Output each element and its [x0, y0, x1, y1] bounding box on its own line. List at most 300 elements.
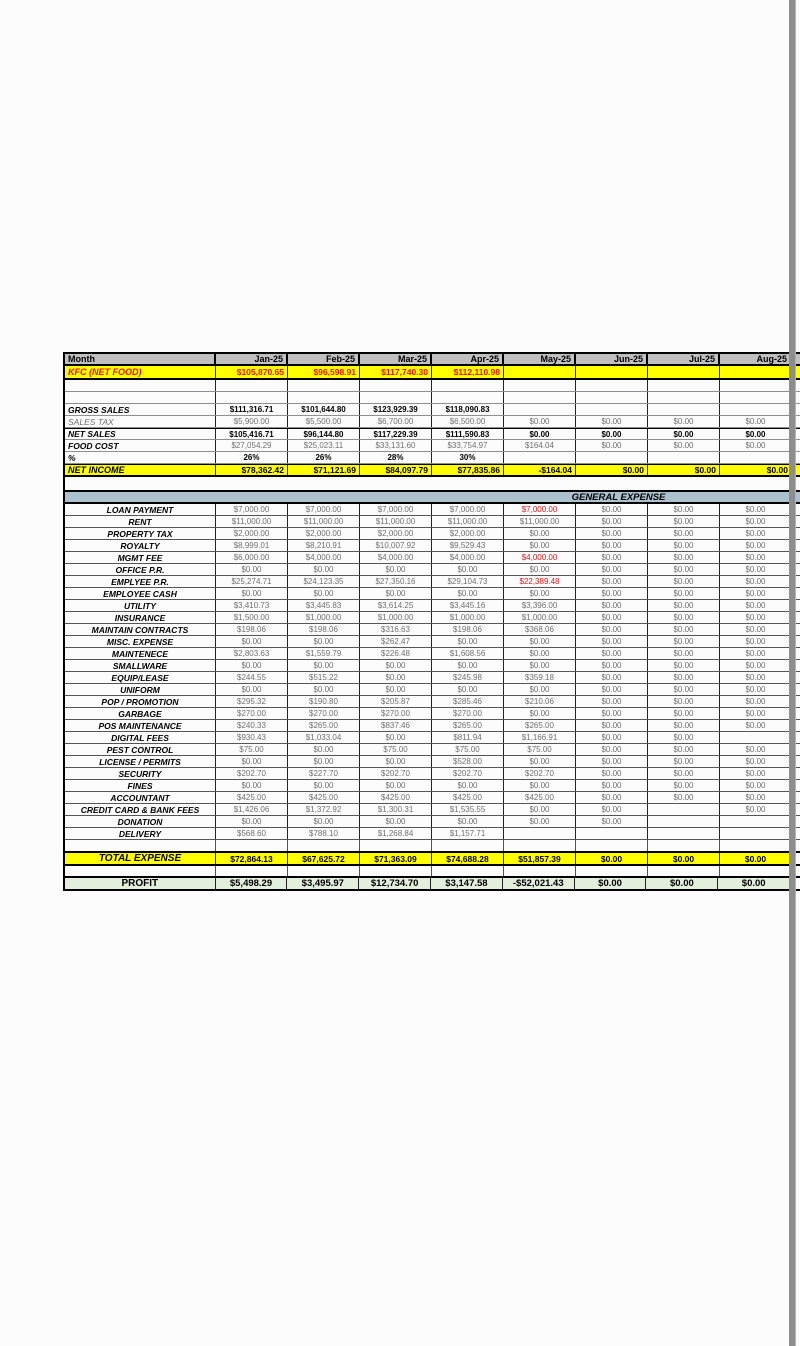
- expense-row-value[interactable]: $0.00: [360, 672, 432, 683]
- expense-row-value[interactable]: $0.00: [720, 780, 792, 791]
- expense-row-label[interactable]: RENT: [65, 516, 216, 527]
- blank-row-value[interactable]: [360, 392, 432, 403]
- blank-row-value[interactable]: [720, 392, 792, 403]
- net-income-row-value[interactable]: $77,835.86: [432, 465, 504, 475]
- summary-row-value[interactable]: $0.00: [648, 440, 720, 451]
- expense-row-value[interactable]: $0.00: [504, 708, 576, 719]
- expense-row-label[interactable]: DIGITAL FEES: [65, 732, 216, 743]
- blank-row-value[interactable]: [576, 392, 648, 403]
- summary-row-label[interactable]: SALES TAX: [65, 416, 216, 427]
- kfc-net-food-row-value[interactable]: [720, 366, 792, 378]
- expense-row-value[interactable]: $295.32: [216, 696, 288, 707]
- expense-row-value[interactable]: $0.00: [720, 660, 792, 671]
- summary-row-value[interactable]: 28%: [360, 452, 432, 463]
- summary-row-label[interactable]: GROSS SALES: [65, 404, 216, 415]
- net-income-row-value[interactable]: $0.00: [720, 465, 792, 475]
- expense-row-value[interactable]: $0.00: [648, 684, 720, 695]
- expense-row-value[interactable]: [720, 732, 792, 743]
- month-header[interactable]: May-25: [504, 354, 576, 364]
- expense-row-value[interactable]: $1,535.55: [432, 804, 504, 815]
- expense-row-value[interactable]: $0.00: [216, 684, 288, 695]
- blank-row-value[interactable]: [720, 840, 792, 851]
- expense-row-value[interactable]: $75.00: [360, 744, 432, 755]
- expense-row-value[interactable]: $0.00: [504, 756, 576, 767]
- expense-row-value[interactable]: $9,529.43: [432, 540, 504, 551]
- kfc-net-food-row-value[interactable]: [648, 366, 720, 378]
- summary-row-value[interactable]: $117,229.39: [360, 429, 432, 439]
- expense-row-label[interactable]: MGMT FEE: [65, 552, 216, 563]
- expense-row-value[interactable]: $0.00: [216, 588, 288, 599]
- expense-row-value[interactable]: $270.00: [360, 708, 432, 719]
- expense-row-label[interactable]: DONATION: [65, 816, 216, 827]
- expense-row-label[interactable]: UTILITY: [65, 600, 216, 611]
- expense-row-label[interactable]: DELIVERY: [65, 828, 216, 839]
- expense-row-value[interactable]: $0.00: [576, 684, 648, 695]
- expense-row-value[interactable]: $0.00: [648, 744, 720, 755]
- blank-row-value[interactable]: [216, 866, 288, 876]
- blank-row-label[interactable]: [65, 392, 216, 403]
- expense-row-value[interactable]: $198.06: [216, 624, 288, 635]
- expense-row-value[interactable]: $0.00: [648, 552, 720, 563]
- expense-row-value[interactable]: $0.00: [216, 816, 288, 827]
- kfc-net-food-row-value[interactable]: [504, 366, 576, 378]
- expense-row-value[interactable]: $0.00: [648, 696, 720, 707]
- expense-row-value[interactable]: $11,000.00: [504, 516, 576, 527]
- expense-row-value[interactable]: $0.00: [504, 636, 576, 647]
- expense-row-value[interactable]: $2,000.00: [288, 528, 360, 539]
- expense-row-value[interactable]: $0.00: [576, 516, 648, 527]
- summary-row-value[interactable]: $6,500.00: [432, 416, 504, 427]
- expense-row-value[interactable]: $0.00: [720, 624, 792, 635]
- expense-row-label[interactable]: CREDIT CARD & BANK FEES: [65, 804, 216, 815]
- expense-row-value[interactable]: $0.00: [720, 648, 792, 659]
- expense-row-value[interactable]: $0.00: [432, 684, 504, 695]
- expense-row-value[interactable]: $11,000.00: [360, 516, 432, 527]
- expense-row-value[interactable]: $0.00: [576, 528, 648, 539]
- expense-row-value[interactable]: $0.00: [720, 504, 792, 515]
- expense-row-value[interactable]: $0.00: [216, 564, 288, 575]
- summary-row-value[interactable]: [504, 404, 576, 415]
- expense-row-value[interactable]: $0.00: [720, 588, 792, 599]
- summary-row-label[interactable]: NET SALES: [65, 429, 216, 439]
- expense-row-value[interactable]: $0.00: [360, 588, 432, 599]
- expense-row-value[interactable]: $0.00: [288, 780, 360, 791]
- kfc-net-food-row-value[interactable]: $117,740.30: [360, 366, 432, 378]
- summary-row-value[interactable]: $0.00: [504, 429, 576, 439]
- expense-row-value[interactable]: $2,803.63: [216, 648, 288, 659]
- total-expense-row-value[interactable]: $72,864.13: [216, 853, 288, 864]
- expense-row-value[interactable]: $0.00: [720, 672, 792, 683]
- expense-row-value[interactable]: $359.18: [504, 672, 576, 683]
- expense-row-value[interactable]: $0.00: [576, 552, 648, 563]
- expense-row-value[interactable]: $0.00: [288, 660, 360, 671]
- profit-row-label[interactable]: PROFIT: [65, 878, 216, 889]
- expense-row-value[interactable]: $8,210.91: [288, 540, 360, 551]
- expense-row-value[interactable]: $1,157.71: [432, 828, 504, 839]
- expense-row-value[interactable]: $0.00: [432, 660, 504, 671]
- expense-row-value[interactable]: $0.00: [576, 792, 648, 803]
- expense-row-value[interactable]: $0.00: [720, 792, 792, 803]
- blank-row-value[interactable]: [432, 866, 504, 876]
- blank-row-value[interactable]: [432, 392, 504, 403]
- expense-row-value[interactable]: $262.47: [360, 636, 432, 647]
- blank-row-value[interactable]: [288, 866, 360, 876]
- expense-row-value[interactable]: $27,350.16: [360, 576, 432, 587]
- summary-row-value[interactable]: $0.00: [720, 429, 792, 439]
- expense-row-value[interactable]: $7,000.00: [360, 504, 432, 515]
- expense-row-value[interactable]: $6,000.00: [216, 552, 288, 563]
- expense-row-value[interactable]: $0.00: [720, 636, 792, 647]
- blank-row-value[interactable]: [648, 866, 720, 876]
- expense-row-value[interactable]: $0.00: [648, 708, 720, 719]
- expense-row-label[interactable]: OFFICE P.R.: [65, 564, 216, 575]
- summary-row-value[interactable]: $0.00: [576, 429, 648, 439]
- expense-row-value[interactable]: $11,000.00: [216, 516, 288, 527]
- blank-row-value[interactable]: [504, 840, 576, 851]
- blank-row-label[interactable]: [65, 380, 216, 391]
- expense-row-value[interactable]: $0.00: [576, 504, 648, 515]
- expense-row-value[interactable]: $0.00: [576, 720, 648, 731]
- expense-row-value[interactable]: $10,007.92: [360, 540, 432, 551]
- expense-row-value[interactable]: $3,445.83: [288, 600, 360, 611]
- expense-row-value[interactable]: $210.06: [504, 696, 576, 707]
- expense-row-value[interactable]: $0.00: [360, 660, 432, 671]
- summary-row-value[interactable]: $118,090.83: [432, 404, 504, 415]
- expense-row-value[interactable]: $811.94: [432, 732, 504, 743]
- month-header[interactable]: Jun-25: [576, 354, 648, 364]
- summary-row-value[interactable]: $0.00: [576, 416, 648, 427]
- summary-row-value[interactable]: $0.00: [648, 429, 720, 439]
- expense-row-value[interactable]: $0.00: [576, 600, 648, 611]
- summary-row-value[interactable]: $0.00: [576, 440, 648, 451]
- expense-row-value[interactable]: $205.87: [360, 696, 432, 707]
- expense-row-value[interactable]: $1,000.00: [504, 612, 576, 623]
- summary-row-value[interactable]: $123,929.39: [360, 404, 432, 415]
- summary-row-value[interactable]: 30%: [432, 452, 504, 463]
- expense-row-value[interactable]: $270.00: [216, 708, 288, 719]
- summary-row-value[interactable]: [576, 452, 648, 463]
- expense-row-value[interactable]: $202.70: [216, 768, 288, 779]
- profit-row-value[interactable]: $5,498.29: [216, 878, 288, 889]
- net-income-row-value[interactable]: -$164.04: [504, 465, 576, 475]
- profit-row-value[interactable]: -$52,021.43: [503, 878, 575, 889]
- expense-row-value[interactable]: $0.00: [576, 672, 648, 683]
- profit-row-value[interactable]: $0.00: [718, 878, 790, 889]
- expense-row-label[interactable]: FINES: [65, 780, 216, 791]
- expense-row-value[interactable]: $0.00: [288, 816, 360, 827]
- blank-row-value[interactable]: [432, 840, 504, 851]
- expense-row-value[interactable]: $0.00: [720, 768, 792, 779]
- expense-row-value[interactable]: $270.00: [432, 708, 504, 719]
- blank-row-value[interactable]: [648, 840, 720, 851]
- expense-row-value[interactable]: $24,123.35: [288, 576, 360, 587]
- expense-row-value[interactable]: $202.70: [432, 768, 504, 779]
- total-expense-row-value[interactable]: $67,625.72: [288, 853, 360, 864]
- expense-row-value[interactable]: $7,000.00: [432, 504, 504, 515]
- expense-row-value[interactable]: $4,000.00: [288, 552, 360, 563]
- expense-row-value[interactable]: $2,000.00: [216, 528, 288, 539]
- expense-row-label[interactable]: UNIFORM: [65, 684, 216, 695]
- summary-row-value[interactable]: $164.04: [504, 440, 576, 451]
- blank-row-value[interactable]: [504, 380, 576, 391]
- expense-row-label[interactable]: MISC. EXPENSE: [65, 636, 216, 647]
- expense-row-value[interactable]: $515.22: [288, 672, 360, 683]
- expense-row-value[interactable]: $226.48: [360, 648, 432, 659]
- net-income-row-value[interactable]: $0.00: [648, 465, 720, 475]
- expense-row-value[interactable]: $0.00: [504, 804, 576, 815]
- expense-row-value[interactable]: $202.70: [360, 768, 432, 779]
- expense-row-value[interactable]: $245.98: [432, 672, 504, 683]
- expense-row-value[interactable]: $0.00: [576, 636, 648, 647]
- expense-row-value[interactable]: $0.00: [432, 816, 504, 827]
- expense-row-value[interactable]: $0.00: [648, 732, 720, 743]
- month-header[interactable]: Apr-25: [432, 354, 504, 364]
- blank-row-value[interactable]: [720, 866, 792, 876]
- expense-row-value[interactable]: $0.00: [576, 564, 648, 575]
- expense-row-value[interactable]: $0.00: [576, 648, 648, 659]
- expense-row-value[interactable]: $1,166.91: [504, 732, 576, 743]
- expense-row-value[interactable]: $29,104.73: [432, 576, 504, 587]
- expense-row-value[interactable]: $0.00: [720, 516, 792, 527]
- summary-row-value[interactable]: [648, 452, 720, 463]
- expense-row-value[interactable]: $0.00: [720, 696, 792, 707]
- expense-row-value[interactable]: $0.00: [360, 756, 432, 767]
- expense-row-value[interactable]: $0.00: [576, 576, 648, 587]
- expense-row-value[interactable]: $0.00: [720, 720, 792, 731]
- expense-row-value[interactable]: $265.00: [432, 720, 504, 731]
- expense-row-value[interactable]: $0.00: [648, 780, 720, 791]
- total-expense-row-value[interactable]: $0.00: [576, 853, 648, 864]
- blank-row-label[interactable]: [65, 866, 216, 876]
- total-expense-row-value[interactable]: $74,688.28: [432, 853, 504, 864]
- summary-row-value[interactable]: $5,900.00: [216, 416, 288, 427]
- profit-row-value[interactable]: $3,495.97: [287, 878, 359, 889]
- expense-row-value[interactable]: $425.00: [432, 792, 504, 803]
- blank-row-value[interactable]: [504, 392, 576, 403]
- expense-row-label[interactable]: INSURANCE: [65, 612, 216, 623]
- summary-row-value[interactable]: $101,644.80: [288, 404, 360, 415]
- expense-row-value[interactable]: $0.00: [648, 588, 720, 599]
- blank-row-value[interactable]: [288, 392, 360, 403]
- total-expense-row-value[interactable]: $71,363.09: [360, 853, 432, 864]
- expense-row-value[interactable]: $425.00: [288, 792, 360, 803]
- expense-row-label[interactable]: PROPERTY TAX: [65, 528, 216, 539]
- expense-row-value[interactable]: $0.00: [504, 684, 576, 695]
- expense-row-label[interactable]: EQUIP/LEASE: [65, 672, 216, 683]
- expense-row-label[interactable]: EMPLOYEE CASH: [65, 588, 216, 599]
- blank-row-label[interactable]: [65, 840, 216, 851]
- expense-row-value[interactable]: [720, 828, 792, 839]
- expense-row-value[interactable]: $0.00: [360, 684, 432, 695]
- expense-row-value[interactable]: $0.00: [720, 684, 792, 695]
- summary-row-value[interactable]: [720, 452, 792, 463]
- expense-row-label[interactable]: LICENSE / PERMITS: [65, 756, 216, 767]
- summary-row-value[interactable]: [648, 404, 720, 415]
- summary-row-value[interactable]: 26%: [216, 452, 288, 463]
- summary-row-value[interactable]: $0.00: [720, 416, 792, 427]
- expense-row-value[interactable]: $425.00: [504, 792, 576, 803]
- expense-row-value[interactable]: $0.00: [720, 744, 792, 755]
- expense-row-value[interactable]: $4,000.00: [504, 552, 576, 563]
- expense-row-value[interactable]: $528.00: [432, 756, 504, 767]
- net-income-row-value[interactable]: $71,121.69: [288, 465, 360, 475]
- expense-row-value[interactable]: $0.00: [720, 804, 792, 815]
- expense-row-value[interactable]: $1,000.00: [288, 612, 360, 623]
- expense-row-value[interactable]: $0.00: [216, 780, 288, 791]
- expense-row-value[interactable]: $2,000.00: [360, 528, 432, 539]
- expense-row-value[interactable]: $0.00: [576, 768, 648, 779]
- expense-row-value[interactable]: $240.33: [216, 720, 288, 731]
- expense-row-value[interactable]: $1,500.00: [216, 612, 288, 623]
- expense-row-value[interactable]: $0.00: [576, 780, 648, 791]
- expense-row-value[interactable]: $0.00: [576, 732, 648, 743]
- total-expense-row-value[interactable]: $0.00: [720, 853, 792, 864]
- blank-row-value[interactable]: [216, 840, 288, 851]
- blank-row-value[interactable]: [216, 380, 288, 391]
- expense-row-value[interactable]: $0.00: [648, 636, 720, 647]
- expense-row-value[interactable]: $1,000.00: [360, 612, 432, 623]
- kfc-net-food-row-value[interactable]: [576, 366, 648, 378]
- net-income-row-value[interactable]: $78,362.42: [216, 465, 288, 475]
- expense-row-value[interactable]: $1,300.31: [360, 804, 432, 815]
- expense-row-value[interactable]: $75.00: [216, 744, 288, 755]
- expense-row-value[interactable]: $1,268.84: [360, 828, 432, 839]
- expense-row-value[interactable]: $0.00: [648, 600, 720, 611]
- summary-row-value[interactable]: $105,416.71: [216, 429, 288, 439]
- expense-row-value[interactable]: $1,033.04: [288, 732, 360, 743]
- expense-row-value[interactable]: $198.06: [288, 624, 360, 635]
- expense-row-value[interactable]: $11,000.00: [288, 516, 360, 527]
- expense-row-value[interactable]: $198.06: [432, 624, 504, 635]
- summary-row-value[interactable]: $33,754.97: [432, 440, 504, 451]
- expense-row-value[interactable]: $0.00: [576, 696, 648, 707]
- expense-row-value[interactable]: $568.60: [216, 828, 288, 839]
- expense-row-label[interactable]: ACCOUNTANT: [65, 792, 216, 803]
- expense-row-value[interactable]: $0.00: [288, 756, 360, 767]
- expense-row-value[interactable]: $1,559.79: [288, 648, 360, 659]
- expense-row-value[interactable]: $0.00: [504, 564, 576, 575]
- profit-row-value[interactable]: $12,734.70: [359, 878, 431, 889]
- expense-row-value[interactable]: $788.10: [288, 828, 360, 839]
- total-expense-row-value[interactable]: $0.00: [648, 853, 720, 864]
- expense-row-label[interactable]: SMALLWARE: [65, 660, 216, 671]
- expense-row-value[interactable]: $0.00: [648, 516, 720, 527]
- expense-row-value[interactable]: $1,000.00: [432, 612, 504, 623]
- blank-row-value[interactable]: [216, 392, 288, 403]
- expense-row-label[interactable]: GARBAGE: [65, 708, 216, 719]
- expense-row-value[interactable]: $7,000.00: [288, 504, 360, 515]
- expense-row-value[interactable]: $0.00: [504, 588, 576, 599]
- expense-row-value[interactable]: $0.00: [576, 708, 648, 719]
- expense-row-value[interactable]: $0.00: [648, 624, 720, 635]
- expense-row-value[interactable]: [648, 828, 720, 839]
- summary-row-value[interactable]: $0.00: [504, 416, 576, 427]
- expense-row-value[interactable]: $0.00: [648, 504, 720, 515]
- expense-row-value[interactable]: $1,372.92: [288, 804, 360, 815]
- expense-row-value[interactable]: $0.00: [720, 528, 792, 539]
- expense-row-value[interactable]: $1,608.56: [432, 648, 504, 659]
- month-header[interactable]: Aug-25: [720, 354, 792, 364]
- summary-row-value[interactable]: $5,500.00: [288, 416, 360, 427]
- expense-row-value[interactable]: $0.00: [648, 648, 720, 659]
- profit-row-value[interactable]: $0.00: [646, 878, 718, 889]
- total-expense-row-label[interactable]: TOTAL EXPENSE: [65, 853, 216, 864]
- expense-row-label[interactable]: LOAN PAYMENT: [65, 504, 216, 515]
- expense-row-value[interactable]: $0.00: [648, 540, 720, 551]
- expense-row-value[interactable]: $0.00: [576, 804, 648, 815]
- expense-row-value[interactable]: $0.00: [576, 624, 648, 635]
- summary-row-value[interactable]: $27,054.29: [216, 440, 288, 451]
- expense-row-value[interactable]: $4,000.00: [432, 552, 504, 563]
- expense-row-value[interactable]: $22,389.48: [504, 576, 576, 587]
- blank-row-value[interactable]: [360, 380, 432, 391]
- expense-row-value[interactable]: $2,000.00: [432, 528, 504, 539]
- net-income-row-value[interactable]: $84,097.79: [360, 465, 432, 475]
- summary-row-label[interactable]: FOOD COST: [65, 440, 216, 451]
- summary-row-value[interactable]: [576, 404, 648, 415]
- blank-row-value[interactable]: [504, 866, 576, 876]
- expense-row-value[interactable]: [504, 828, 576, 839]
- blank-row-value[interactable]: [288, 840, 360, 851]
- month-header[interactable]: Feb-25: [288, 354, 360, 364]
- expense-row-value[interactable]: $4,000.00: [360, 552, 432, 563]
- expense-row-value[interactable]: $0.00: [576, 816, 648, 827]
- summary-row-value[interactable]: $6,700.00: [360, 416, 432, 427]
- summary-row-value[interactable]: $111,590.83: [432, 429, 504, 439]
- expense-row-value[interactable]: $368.06: [504, 624, 576, 635]
- expense-row-value[interactable]: $0.00: [720, 708, 792, 719]
- expense-row-value[interactable]: $0.00: [720, 576, 792, 587]
- expense-row-value[interactable]: $0.00: [576, 588, 648, 599]
- expense-row-value[interactable]: $0.00: [216, 636, 288, 647]
- summary-row-value[interactable]: [720, 404, 792, 415]
- expense-row-value[interactable]: $425.00: [360, 792, 432, 803]
- expense-row-value[interactable]: $3,614.25: [360, 600, 432, 611]
- expense-row-value[interactable]: $75.00: [504, 744, 576, 755]
- kfc-net-food-row-value[interactable]: $96,598.91: [288, 366, 360, 378]
- expense-row-value[interactable]: $0.00: [720, 540, 792, 551]
- expense-row-value[interactable]: $0.00: [504, 648, 576, 659]
- expense-row-value[interactable]: $0.00: [648, 576, 720, 587]
- kfc-net-food-row-value[interactable]: $112,110.98: [432, 366, 504, 378]
- summary-row-value[interactable]: $111,316.71: [216, 404, 288, 415]
- month-header[interactable]: Jul-25: [648, 354, 720, 364]
- expense-row-value[interactable]: $265.00: [504, 720, 576, 731]
- expense-row-value[interactable]: $3,396.00: [504, 600, 576, 611]
- expense-row-value[interactable]: $0.00: [504, 660, 576, 671]
- expense-row-value[interactable]: $0.00: [288, 588, 360, 599]
- expense-row-label[interactable]: PEST CONTROL: [65, 744, 216, 755]
- expense-row-label[interactable]: POP / PROMOTION: [65, 696, 216, 707]
- expense-row-value[interactable]: $0.00: [648, 564, 720, 575]
- expense-row-label[interactable]: SECURITY: [65, 768, 216, 779]
- month-header[interactable]: Mar-25: [360, 354, 432, 364]
- net-income-row-label[interactable]: NET INCOME: [65, 465, 216, 475]
- expense-row-value[interactable]: $0.00: [648, 720, 720, 731]
- expense-row-value[interactable]: $0.00: [432, 780, 504, 791]
- expense-row-value[interactable]: $0.00: [576, 660, 648, 671]
- expense-row-value[interactable]: $0.00: [720, 612, 792, 623]
- expense-row-value[interactable]: $0.00: [288, 636, 360, 647]
- blank-row-value[interactable]: [360, 840, 432, 851]
- month-header[interactable]: Jan-25: [216, 354, 288, 364]
- summary-row-value[interactable]: $0.00: [720, 440, 792, 451]
- expense-row-value[interactable]: $0.00: [504, 528, 576, 539]
- blank-row-value[interactable]: [360, 866, 432, 876]
- expense-row-value[interactable]: $0.00: [576, 540, 648, 551]
- expense-row-value[interactable]: [720, 816, 792, 827]
- expense-row-label[interactable]: EMPLYEE P.R.: [65, 576, 216, 587]
